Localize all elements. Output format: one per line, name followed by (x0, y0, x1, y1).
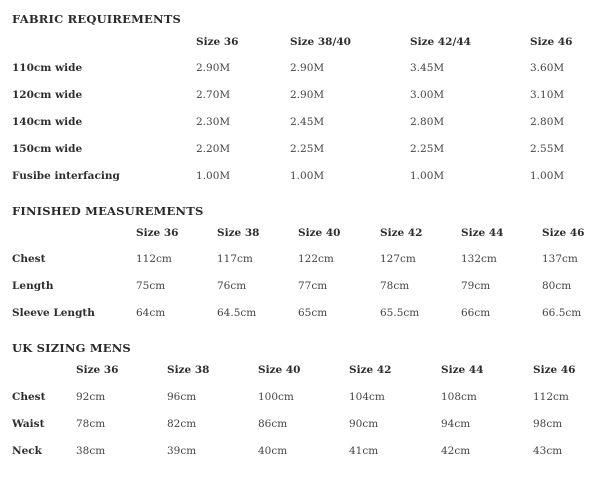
finished-cell: 122cm (298, 253, 334, 265)
fabric-cell: 2.20M (196, 143, 231, 155)
fabric-cell: 2.80M (530, 116, 565, 128)
finished-measurements-title: FINISHED MEASUREMENTS (12, 204, 204, 218)
uk-cell: 43cm (533, 445, 563, 457)
fabric-cell: 3.45M (410, 62, 445, 74)
fabric-row-label: 110cm wide (12, 62, 83, 74)
finished-cell: 66.5cm (542, 307, 582, 319)
uk-cell: 108cm (441, 391, 477, 403)
finished-cell: 65.5cm (380, 307, 420, 319)
fabric-cell: 1.00M (530, 170, 565, 182)
fabric-header-size-42-44: Size 42/44 (410, 36, 471, 48)
uk-cell: 38cm (76, 445, 106, 457)
uk-cell: 40cm (258, 445, 288, 457)
uk-cell: 90cm (349, 418, 379, 430)
uk-cell: 41cm (349, 445, 379, 457)
uk-cell: 86cm (258, 418, 288, 430)
finished-row-label: Sleeve Length (12, 307, 95, 319)
finished-cell: 137cm (542, 253, 578, 265)
fabric-cell: 3.10M (530, 89, 565, 101)
finished-cell: 80cm (542, 280, 572, 292)
fabric-cell: 1.00M (290, 170, 325, 182)
finished-cell: 132cm (461, 253, 497, 265)
finished-row-label: Length (12, 280, 54, 292)
fabric-cell: 2.55M (530, 143, 565, 155)
uk-header: Size 42 (349, 364, 392, 376)
fabric-row-label: 120cm wide (12, 89, 83, 101)
fabric-cell: 2.80M (410, 116, 445, 128)
uk-row-label: Waist (12, 418, 45, 430)
uk-row-label: Chest (12, 391, 46, 403)
fabric-cell: 2.25M (410, 143, 445, 155)
fabric-row-label: 140cm wide (12, 116, 83, 128)
finished-cell: 127cm (380, 253, 416, 265)
finished-cell: 66cm (461, 307, 491, 319)
fabric-cell: 2.90M (290, 89, 325, 101)
finished-cell: 64cm (136, 307, 166, 319)
uk-header: Size 36 (76, 364, 119, 376)
finished-header: Size 44 (461, 227, 504, 239)
finished-cell: 78cm (380, 280, 410, 292)
uk-cell: 112cm (533, 391, 569, 403)
finished-cell: 65cm (298, 307, 328, 319)
uk-sizing-mens-title: UK SIZING MENS (12, 341, 131, 355)
uk-cell: 39cm (167, 445, 197, 457)
fabric-cell: 3.60M (530, 62, 565, 74)
uk-header: Size 40 (258, 364, 301, 376)
fabric-header-size-38-40: Size 38/40 (290, 36, 351, 48)
fabric-requirements-title: FABRIC REQUIREMENTS (12, 12, 181, 26)
uk-cell: 100cm (258, 391, 294, 403)
fabric-cell: 2.45M (290, 116, 325, 128)
uk-header: Size 44 (441, 364, 484, 376)
fabric-cell: 2.70M (196, 89, 231, 101)
fabric-cell: 2.25M (290, 143, 325, 155)
uk-cell: 92cm (76, 391, 106, 403)
finished-cell: 64.5cm (217, 307, 257, 319)
finished-cell: 117cm (217, 253, 253, 265)
finished-cell: 75cm (136, 280, 166, 292)
fabric-cell: 2.90M (196, 62, 231, 74)
fabric-cell: 2.90M (290, 62, 325, 74)
uk-cell: 98cm (533, 418, 563, 430)
fabric-header-size-46: Size 46 (530, 36, 573, 48)
uk-row-label: Neck (12, 445, 42, 457)
finished-header: Size 40 (298, 227, 341, 239)
finished-header: Size 42 (380, 227, 423, 239)
fabric-cell: 2.30M (196, 116, 231, 128)
finished-cell: 76cm (217, 280, 247, 292)
uk-cell: 82cm (167, 418, 197, 430)
fabric-cell: 1.00M (410, 170, 445, 182)
finished-row-label: Chest (12, 253, 46, 265)
uk-header: Size 38 (167, 364, 210, 376)
uk-cell: 104cm (349, 391, 385, 403)
fabric-header-size-36: Size 36 (196, 36, 239, 48)
finished-header: Size 38 (217, 227, 260, 239)
uk-cell: 96cm (167, 391, 197, 403)
fabric-cell: 1.00M (196, 170, 231, 182)
finished-cell: 79cm (461, 280, 491, 292)
finished-header: Size 46 (542, 227, 585, 239)
uk-header: Size 46 (533, 364, 576, 376)
fabric-row-label: 150cm wide (12, 143, 83, 155)
finished-cell: 77cm (298, 280, 328, 292)
finished-header: Size 36 (136, 227, 179, 239)
uk-cell: 42cm (441, 445, 471, 457)
finished-cell: 112cm (136, 253, 172, 265)
uk-cell: 94cm (441, 418, 471, 430)
fabric-row-label: Fusibe interfacing (12, 170, 120, 182)
fabric-cell: 3.00M (410, 89, 445, 101)
uk-cell: 78cm (76, 418, 106, 430)
